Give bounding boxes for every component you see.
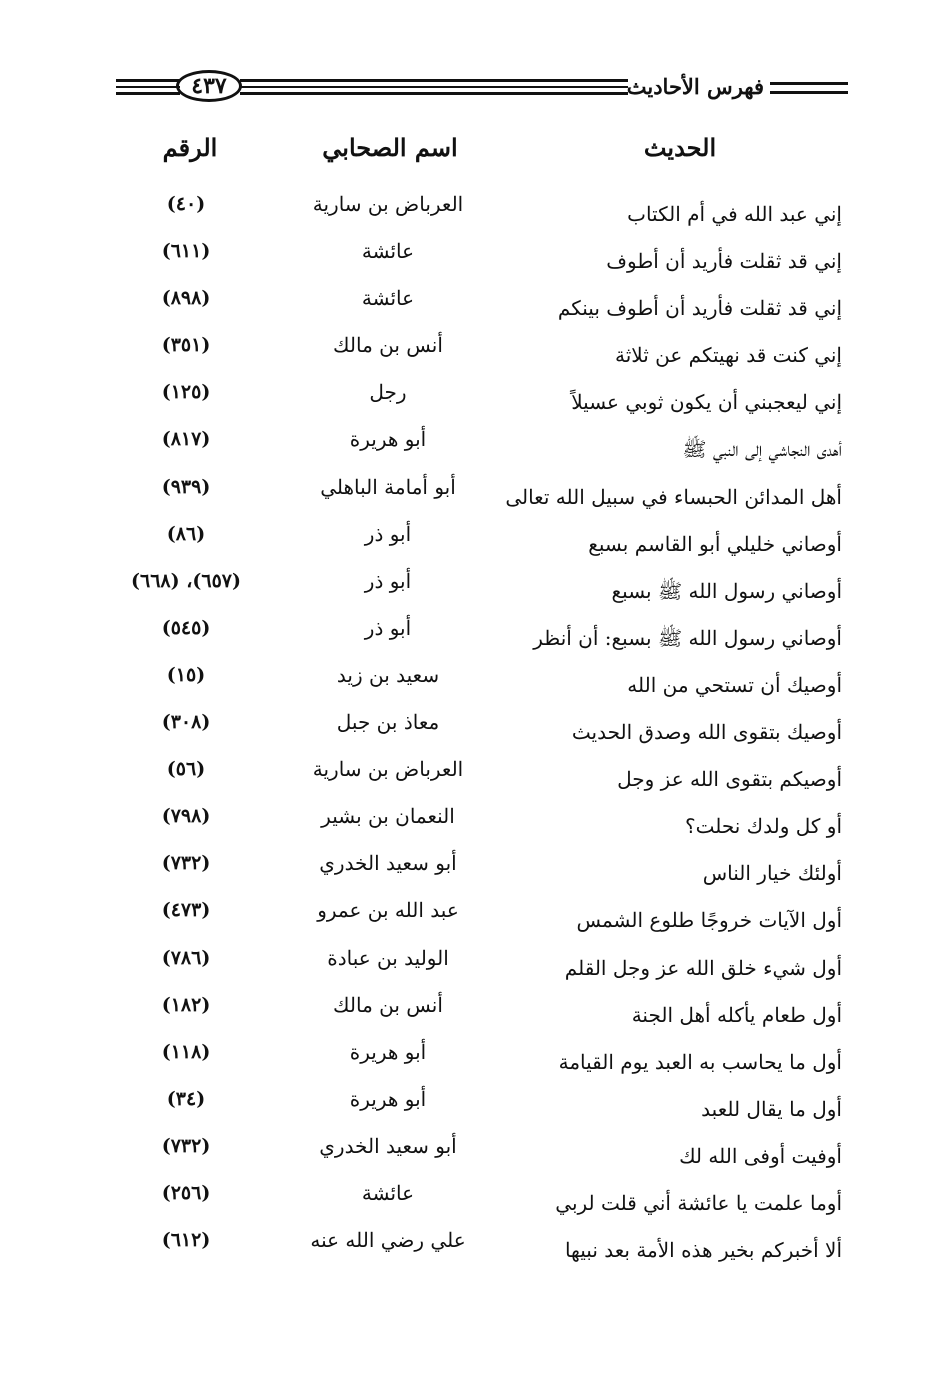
table-row (0, 658, 932, 705)
hadith-number: (٣٠٨) (161, 711, 211, 734)
sahabi-name: سعيد بن زيد (336, 662, 440, 687)
hadith-number: (٨١٧) (161, 428, 211, 451)
hadith-text: أوصاني رسول الله ﷺ بسبع (611, 578, 842, 603)
table-row (0, 752, 932, 799)
table-row (0, 988, 932, 1035)
column-header-number: الرقم (162, 133, 218, 162)
hadith-number: (٧٨٦) (161, 946, 211, 969)
table-row (0, 1082, 932, 1129)
hadith-number: (١٢٥) (161, 381, 211, 404)
hadith-text: إني ليعجبني أن يكون ثوبي عسيلاً (571, 390, 842, 415)
sahabi-name: عائشة (361, 239, 415, 264)
hadith-number: (٣٥١) (161, 334, 211, 357)
table-row (0, 846, 932, 893)
sahabi-name: عائشة (361, 286, 415, 311)
sahabi-name: العرباض بن سارية (312, 757, 464, 782)
table-row (0, 1223, 932, 1270)
table-row (0, 470, 932, 517)
sahabi-name: علي رضي الله عنه (310, 1228, 466, 1253)
hadith-text: أهدى النجاشي إلى النبي ﷺ (682, 437, 842, 462)
hadith-text: أوصاني خليلي أبو القاسم بسبع (588, 531, 842, 556)
hadith-text: أوصيك أن تستحي من الله (627, 672, 842, 697)
sahabi-name: معاذ بن جبل (336, 710, 440, 735)
table-row (0, 422, 932, 469)
hadith-text: أول شيء خلق الله عز وجل القلم (564, 955, 842, 980)
header-rule-left (116, 79, 180, 95)
sahabi-name: أنس بن مالك (333, 992, 443, 1017)
hadith-text: إني عبد الله في أم الكتاب (627, 202, 842, 226)
hadith-number: (٥٤٥) (161, 616, 211, 639)
hadith-text: أوفيت أوفى الله لك (679, 1143, 842, 1168)
table-row (0, 234, 932, 281)
table-row (0, 281, 932, 328)
sahabi-name: أبو أمامة الباهلي (320, 474, 456, 499)
sahabi-name: أبو هريرة (349, 1086, 427, 1111)
hadith-number: (٨٦) (166, 522, 206, 545)
table-row (0, 705, 932, 752)
sahabi-name: أبو ذر (364, 615, 412, 640)
sahabi-name: أبو هريرة (349, 1039, 427, 1064)
sahabi-name: العرباض بن سارية (312, 192, 464, 216)
sahabi-name: أبو سعيد الخدري (319, 851, 457, 876)
hadith-text: أول ما يحاسب به العبد يوم القيامة (558, 1049, 842, 1074)
hadith-text: أول ما يقال للعبد (701, 1096, 842, 1121)
hadith-number: (٧٣٢) (161, 1134, 211, 1157)
header-rule-right (770, 82, 848, 94)
sahabi-name: رجل (369, 380, 407, 405)
hadith-number: (١٨٢) (161, 993, 211, 1016)
table-row (0, 328, 932, 375)
hadith-text: إني كنت قد نهيتكم عن ثلاثة (615, 343, 842, 368)
table-row (0, 1035, 932, 1082)
hadith-number: (٨٩٨) (161, 287, 211, 310)
table-row (0, 1129, 932, 1176)
table-row (0, 799, 932, 846)
hadith-number: (٤٠) (166, 193, 206, 215)
sahabi-name: أبو ذر (364, 568, 412, 593)
hadith-text: أوما علمت يا عائشة أني قلت لربي (555, 1190, 842, 1215)
hadith-text: أو كل ولدك نحلت؟ (684, 814, 842, 839)
column-header-hadith: الحديث (643, 133, 717, 162)
running-title: فهرس الأحاديث (626, 74, 764, 99)
hadith-text: أول الآيات خروجًا طلوع الشمس (576, 908, 842, 933)
table-row (0, 517, 932, 564)
hadith-text: أوصيك بتقوى الله وصدق الحديث (571, 720, 842, 745)
sahabi-name: الوليد بن عبادة (327, 945, 449, 970)
hadith-number: (٦٥٧)، (٦٦٨) (131, 569, 241, 592)
table-row (0, 611, 932, 658)
sahabi-name: النعمان بن بشير (321, 804, 455, 829)
hadith-text: أولئك خيار الناس (702, 861, 842, 886)
hadith-number: (١١٨) (161, 1040, 211, 1063)
hadith-number: (٣٤) (166, 1087, 206, 1110)
hadith-number: (٦١٢) (161, 1229, 211, 1252)
hadith-text: إني قد ثقلت فأريد أن أطوف بينكم (557, 296, 842, 321)
hadith-text: أوصيكم بتقوى الله عز وجل (617, 767, 842, 792)
hadith-number: (٧٣٢) (161, 852, 211, 875)
sahabi-name: أبو سعيد الخدري (319, 1133, 457, 1158)
index-table (0, 187, 932, 1270)
page-header (112, 66, 850, 112)
page-number-badge: ٤٣٧ (176, 70, 242, 102)
hadith-text: أهل المدائن الحبساء في سبيل الله تعالى (505, 484, 842, 509)
hadith-number: (٢٥٦) (161, 1181, 211, 1204)
table-row (0, 941, 932, 988)
sahabi-name: أنس بن مالك (333, 333, 443, 358)
hadith-number: (١٥) (166, 663, 206, 686)
sahabi-name: عائشة (361, 1180, 415, 1205)
hadith-text: ألا أخبركم بخير هذه الأمة بعد نبيها (564, 1238, 842, 1263)
hadith-number: (٧٩٨) (161, 805, 211, 828)
sahabi-name: عبد الله بن عمرو (317, 898, 459, 923)
header-rule-middle (240, 79, 628, 95)
hadith-text: إني قد ثقلت فأريد أن أطوف (606, 249, 842, 274)
table-row (0, 564, 932, 611)
hadith-number: (٩٣٩) (161, 475, 211, 498)
table-row (0, 1176, 932, 1223)
table-row (0, 187, 932, 234)
table-row (0, 375, 932, 422)
hadith-number: (٥٦) (166, 758, 206, 781)
hadith-text: أوصاني رسول الله ﷺ بسبع: أن أنظر (533, 625, 842, 650)
sahabi-name: أبو ذر (364, 521, 412, 546)
table-row (0, 893, 932, 940)
column-header-sahabi: اسم الصحابي (322, 133, 458, 162)
hadith-text: أول طعام يأكله أهل الجنة (631, 1002, 842, 1027)
hadith-number: (٦١١) (161, 240, 211, 263)
hadith-number: (٤٧٣) (161, 899, 211, 922)
sahabi-name: أبو هريرة (349, 427, 427, 452)
